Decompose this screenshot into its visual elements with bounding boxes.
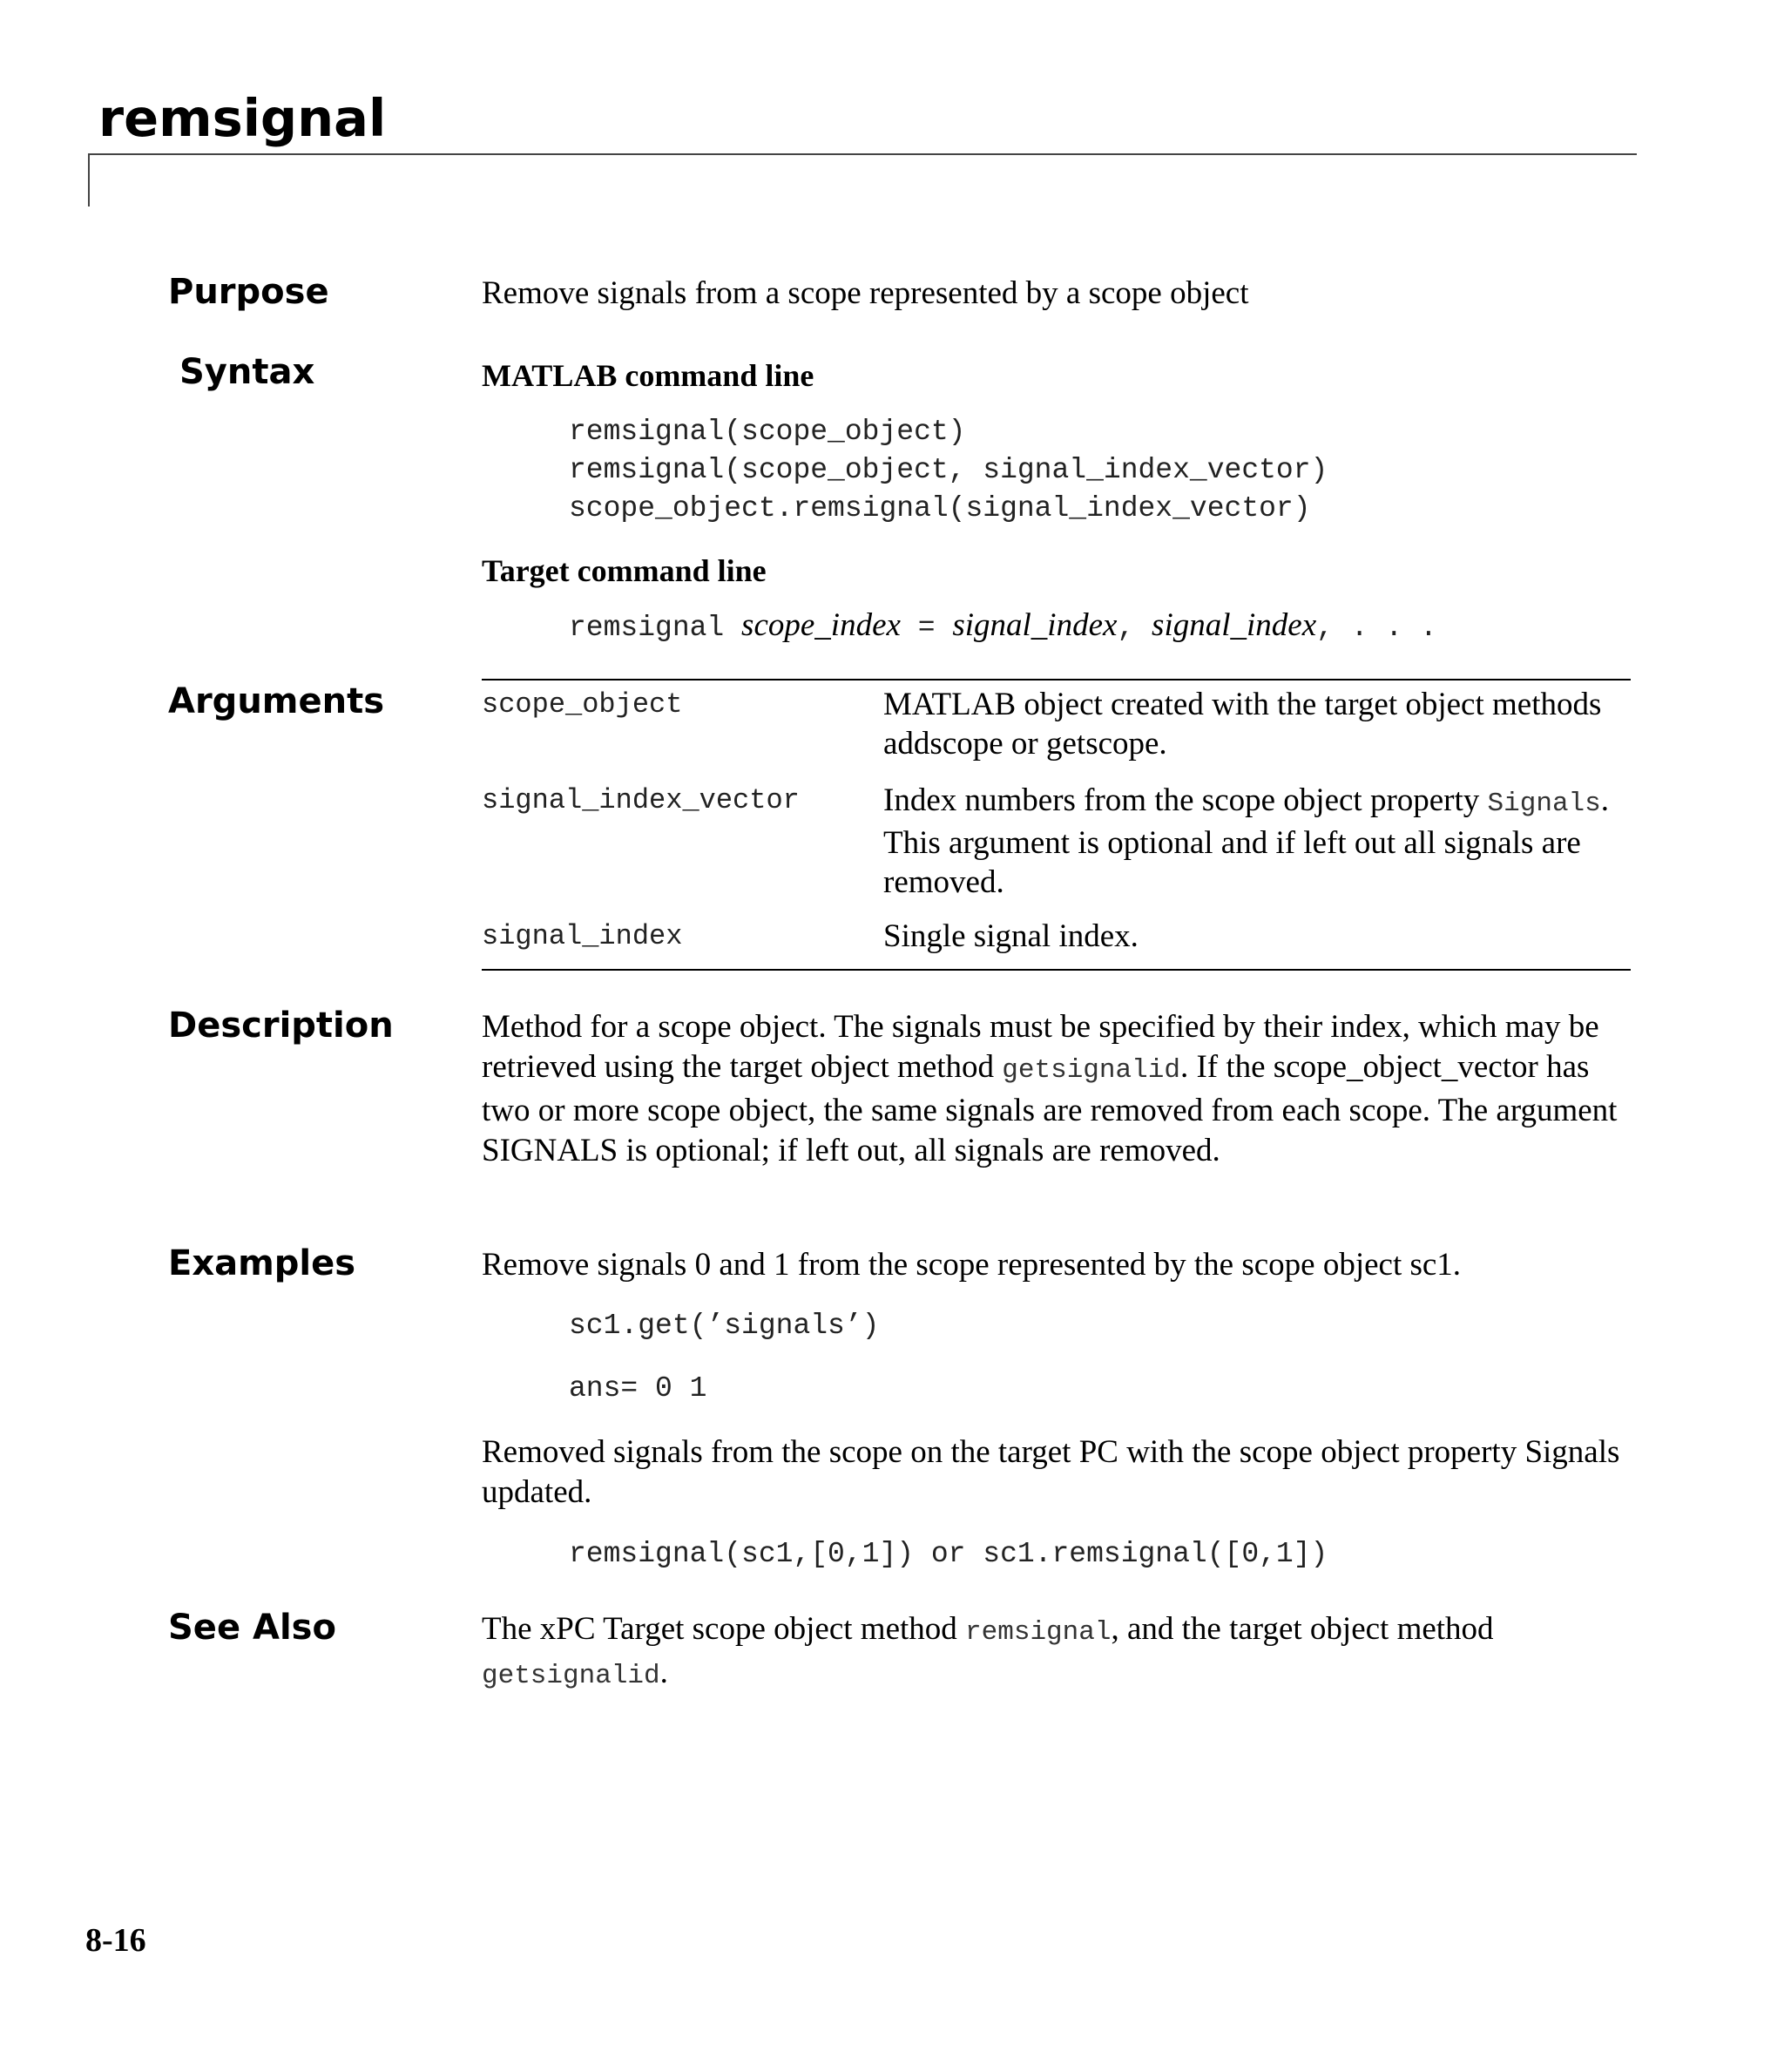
syntax-label: Syntax: [179, 352, 315, 392]
matlab-syntax-line: scope_object.remsignal(signal_index_vector): [569, 492, 1311, 525]
target-syntax-line: [569, 606, 1437, 647]
target-command-line-heading: Target command line: [482, 553, 767, 588]
matlab-command-line-heading: MATLAB command line: [482, 358, 814, 393]
example-code-line: ans= 0 1: [569, 1372, 707, 1405]
see-also-label: See Also: [168, 1608, 336, 1648]
matlab-syntax-line: remsignal(scope_object): [569, 416, 966, 448]
title-rule-tick: [88, 153, 90, 207]
examples-label: Examples: [168, 1243, 356, 1283]
argument-description-text: . This argument is optional and if left out all signals are removed.: [883, 782, 1610, 900]
see-also-text: [482, 1609, 1632, 1696]
target-comma: ,: [1117, 612, 1152, 644]
target-arg-signal-index: signal_index: [952, 607, 1118, 643]
example-code-line: sc1.get(’signals’): [569, 1310, 880, 1342]
arguments-table-bottom-rule: [482, 969, 1631, 971]
description-text-part: Method for a scope object. The signals must be specified by their index, which may be retrieved using the target object method: [482, 1009, 1599, 1085]
target-arg-signal-index: signal_index: [1152, 607, 1317, 643]
see-also-text-part: .: [659, 1655, 668, 1690]
argument-description: MATLAB object created with the target object methods addscope or getscope.: [883, 687, 1602, 762]
purpose-text: Remove signals from a scope represented by a scope object: [482, 275, 1249, 311]
target-equals: =: [900, 612, 953, 644]
argument-name: signal_index: [482, 920, 683, 952]
argument-name: signal_index_vector: [482, 784, 800, 816]
description-text-part: . If the scope_object_vector has two or more scope object, the same signals are removed from each scope. The argument SIGNALS is optional; if left out, all signals are removed.: [482, 1049, 1618, 1168]
see-also-text-part: , and the target object method: [1111, 1611, 1494, 1647]
arguments-table-top-rule: [482, 679, 1631, 681]
target-arg-scope-index: scope_index: [741, 607, 901, 643]
target-command: remsignal: [569, 612, 742, 644]
examples-intro: Remove signals 0 and 1 from the scope represented by the scope object sc1.: [482, 1247, 1462, 1283]
examples-explanation: Removed signals from the scope on the target PC with the scope object property Signals updated.: [482, 1434, 1620, 1510]
argument-description-text: Index numbers from the scope object property: [883, 782, 1488, 818]
purpose-label: Purpose: [168, 272, 329, 312]
arguments-label: Arguments: [168, 681, 385, 721]
argument-name: scope_object: [482, 688, 683, 721]
page-title: remsignal: [98, 88, 387, 148]
argument-description: [883, 781, 1632, 902]
page-number: 8-16: [85, 1922, 146, 1959]
target-ellipsis: , . . .: [1316, 612, 1437, 644]
description-text: [482, 1007, 1632, 1171]
matlab-syntax-line: remsignal(scope_object, signal_index_vector): [569, 454, 1328, 486]
getsignalid-code: getsignalid: [1002, 1055, 1180, 1086]
see-also-text-part: The xPC Target scope object method: [482, 1611, 966, 1647]
title-rule: [88, 153, 1637, 155]
remsignal-code: remsignal: [965, 1617, 1112, 1648]
description-label: Description: [168, 1006, 394, 1046]
getsignalid-code: getsignalid: [482, 1661, 660, 1691]
example-code-line: remsignal(sc1,[0,1]) or sc1.remsignal([0,1]): [569, 1538, 1328, 1570]
argument-description: Single signal index.: [883, 918, 1139, 954]
signals-property-code: Signals: [1487, 789, 1601, 819]
